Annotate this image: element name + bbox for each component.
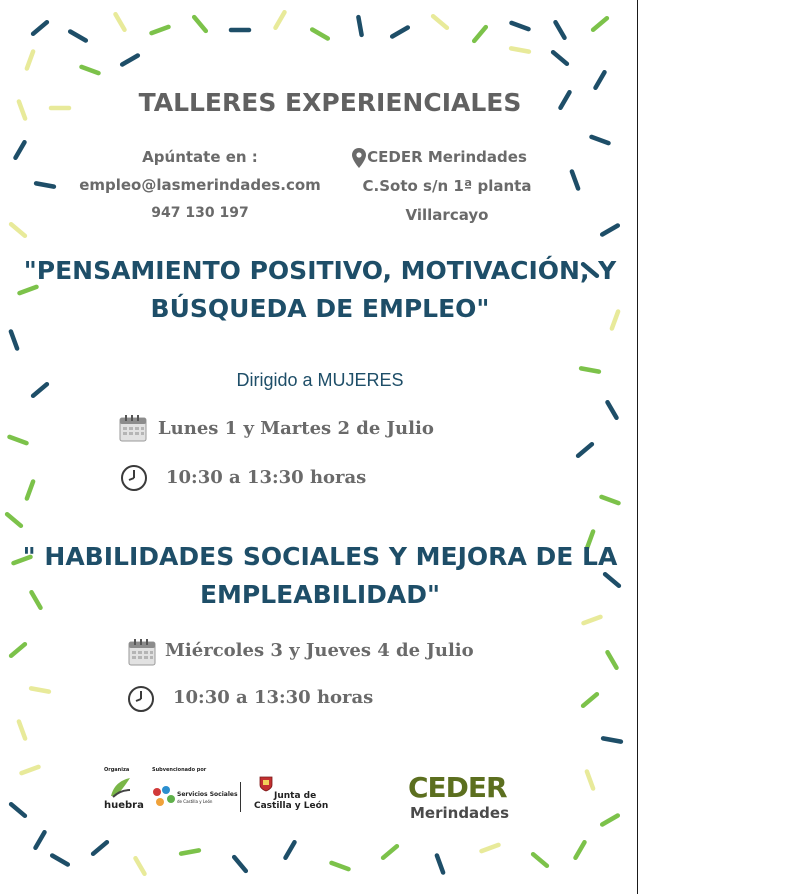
confetti-dash (512, 23, 529, 29)
confetti-dash (596, 72, 605, 88)
confetti-dash (358, 17, 361, 35)
confetti-dash (70, 32, 86, 41)
confetti-dash (608, 652, 617, 668)
calendar-icon (119, 414, 147, 442)
workshop-1-title: "PENSAMIENTO POSITIVO, MOTIVACIÓN, Y BÚSQUEDA DE EMPLEO" (23, 256, 617, 323)
contact-email[interactable]: empleo@lasmerindades.com (79, 176, 321, 194)
confetti-dash (194, 17, 206, 31)
confetti-dash (603, 738, 621, 741)
confetti-dash (33, 384, 47, 396)
confetti-dash (383, 846, 397, 858)
signup-label: Apúntate en : (142, 148, 258, 166)
confetti-dash (31, 688, 49, 691)
confetti-dash (482, 845, 499, 851)
workshop-2-time: 10:30 a 13:30 horas (173, 687, 374, 708)
huebra-logo-text: huebra (104, 800, 144, 811)
poster-title: TALLERES EXPERIENCIALES (138, 88, 522, 117)
confetti-dash (511, 48, 529, 51)
confetti-dash (553, 52, 567, 64)
confetti-dash (122, 56, 138, 65)
confetti-dash (116, 14, 125, 30)
clock-icon (127, 685, 155, 713)
confetti-dash (82, 67, 99, 73)
workshop-1-audience: Dirigido a MUJERES (236, 370, 404, 390)
confetti-dash (11, 804, 25, 816)
location-name: CEDER Merindades (367, 148, 527, 166)
confetti-dash (593, 18, 607, 30)
location-address: C.Soto s/n 1ª planta (362, 177, 532, 195)
calendar-icon (128, 638, 156, 666)
huebra-logo-icon (108, 776, 134, 800)
confetti-dash (22, 767, 39, 773)
confetti-dash (433, 16, 447, 28)
jcyl-shield-icon (259, 776, 273, 792)
confetti-dash (584, 617, 601, 623)
confetti-dash (587, 772, 593, 789)
confetti-dash (572, 172, 578, 189)
confetti-dash (592, 137, 609, 143)
workshop-1-date: Lunes 1 y Martes 2 de Julio (158, 418, 434, 439)
jcyl-text: Junta de Castilla y León (254, 791, 329, 811)
confetti-dash (152, 27, 169, 33)
confetti-dash (136, 858, 145, 874)
confetti-dash (11, 332, 17, 349)
confetti-dash (392, 28, 408, 37)
servicios-sociales-logo-icon (151, 785, 177, 809)
confetti-dash (27, 52, 33, 69)
confetti-dash (10, 437, 27, 443)
confetti-dash (286, 842, 295, 858)
confetti-dash (33, 22, 47, 34)
confetti-dash (583, 694, 597, 706)
contact-phone: 947 130 197 (151, 205, 249, 221)
workshop-1-time: 10:30 a 13:30 horas (166, 467, 367, 488)
confetti-dash (16, 142, 25, 158)
confetti-dash (93, 842, 107, 854)
confetti-dash (36, 832, 45, 848)
logo-divider (240, 782, 241, 812)
confetti-dash (533, 854, 547, 866)
confetti-dash (312, 30, 328, 39)
confetti-dash (474, 27, 486, 41)
confetti-dash (11, 644, 25, 656)
confetti-dash (602, 816, 618, 825)
workshop-2-date: Miércoles 3 y Jueves 4 de Julio (165, 640, 474, 661)
ceder-logo-text: CEDER (408, 771, 507, 804)
workshop-2-title: " HABILIDADES SOCIALES Y MEJORA DE LA EMPLEABILIDAD" (22, 542, 618, 609)
confetti-dash (578, 444, 592, 456)
ceder-logo-subtext: Merindades (410, 804, 510, 822)
confetti-dash (437, 856, 443, 873)
confetti-dash (7, 514, 21, 526)
servicios-sociales-text: Servicios Sociales de Castilla y León (177, 791, 238, 804)
confetti-dash (602, 226, 618, 235)
confetti-dash (556, 22, 565, 38)
subvencionado-label: Subvencionado por (152, 767, 207, 773)
location-town: Villarcayo (405, 206, 489, 224)
organiza-label: Organiza (104, 767, 130, 773)
confetti-dash (27, 482, 33, 499)
confetti-dash (19, 722, 25, 739)
clock-icon (120, 464, 148, 492)
confetti-dash (52, 856, 68, 865)
confetti-dash (581, 368, 599, 371)
confetti-dash (234, 857, 246, 871)
confetti-dash (11, 224, 25, 236)
confetti-dash (576, 842, 585, 858)
confetti-dash (608, 402, 617, 418)
confetti-dash (36, 183, 54, 186)
confetti-dash (181, 850, 199, 853)
confetti-dash (602, 497, 619, 503)
confetti-dash (332, 863, 349, 869)
confetti-dash (276, 12, 285, 28)
